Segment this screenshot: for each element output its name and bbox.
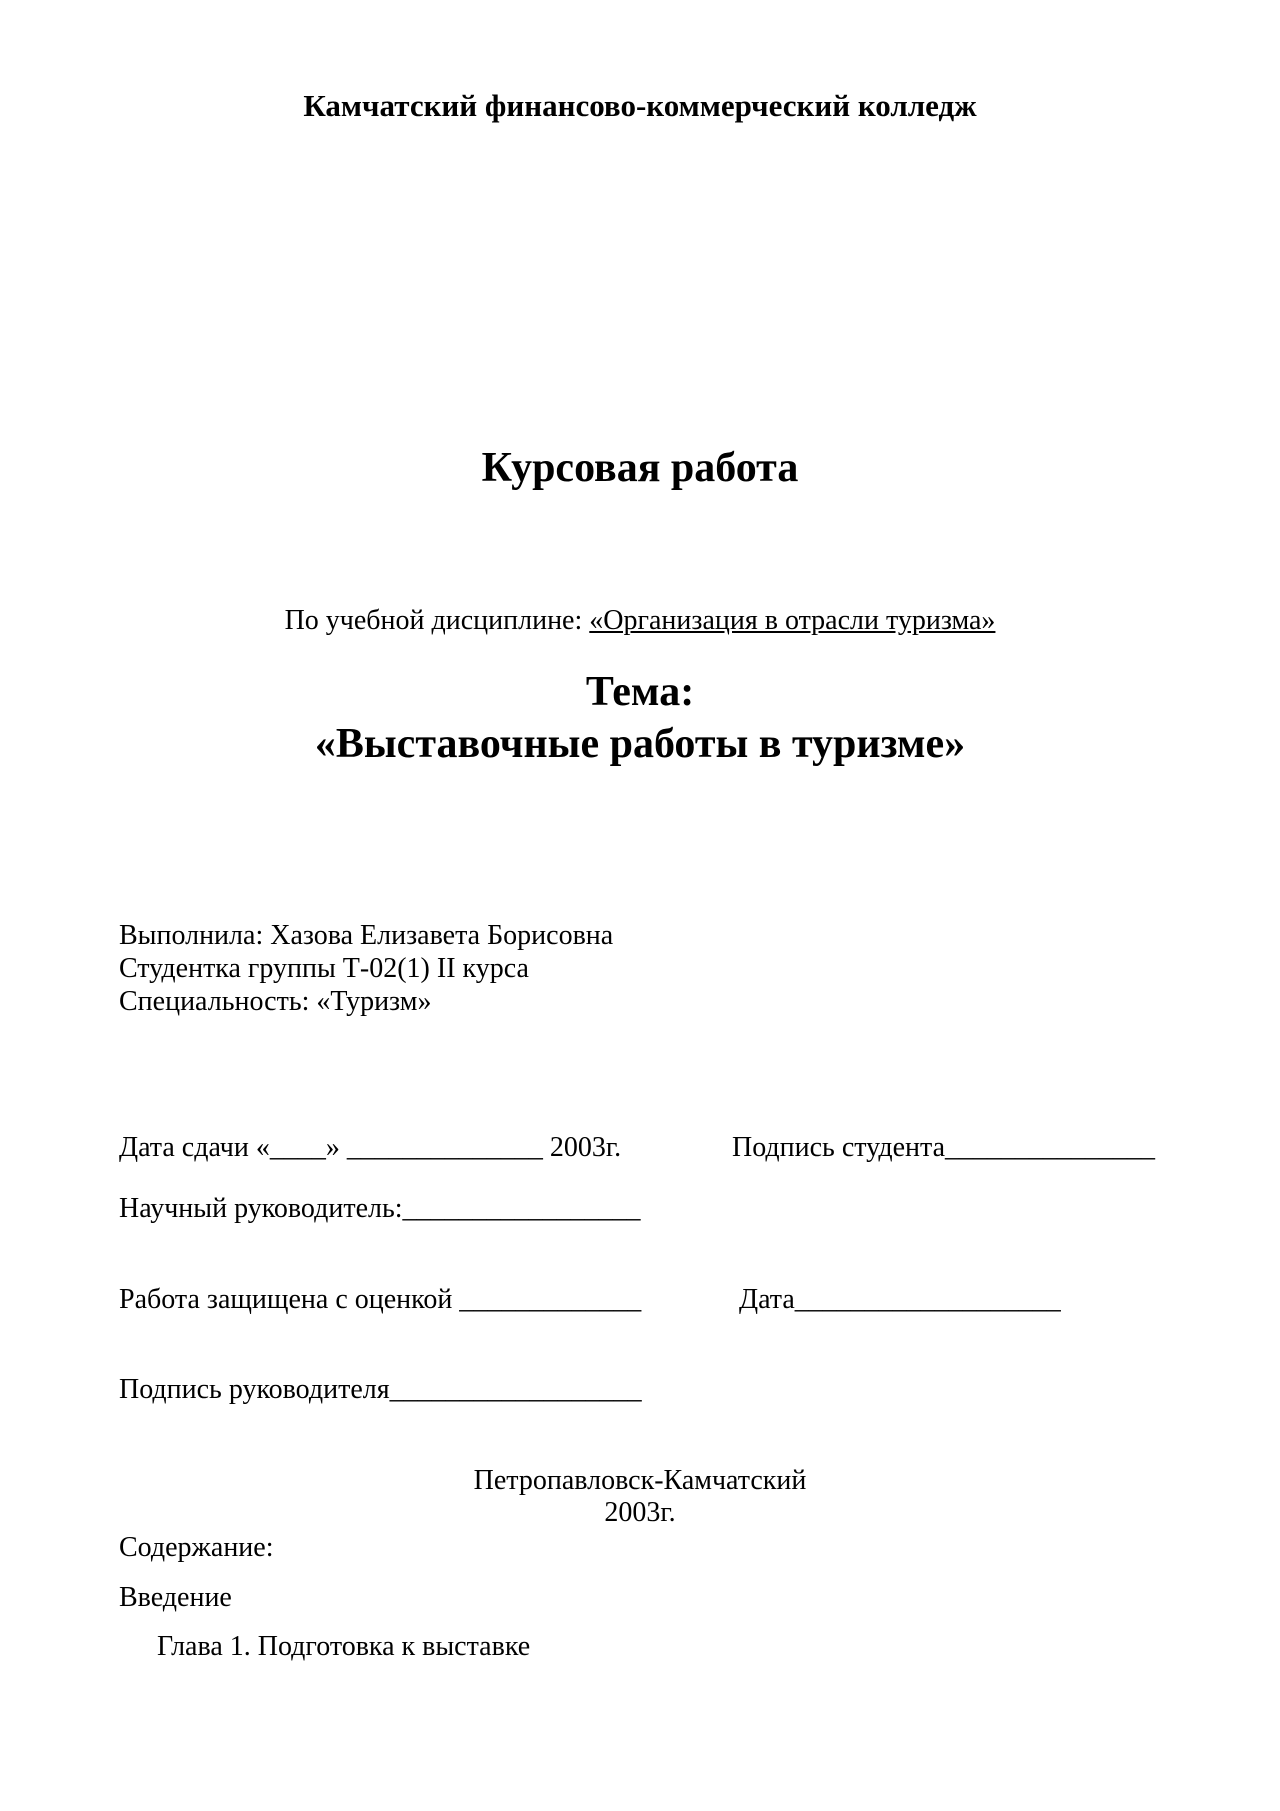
topic-title: «Выставочные работы в туризме» — [314, 721, 966, 767]
contents-heading: Содержание: — [119, 1532, 274, 1563]
college-name: Камчатский финансово-коммерческий колледж — [303, 88, 977, 123]
discipline-line — [0, 605, 1280, 637]
contents-item-intro: Введение — [119, 1582, 232, 1613]
discipline-label: По учебной дисциплине: — [284, 605, 590, 636]
advisor-signature-line: Подпись руководителя__________________ — [119, 1374, 642, 1405]
discipline-name: «Организация в отрасли туризма» — [589, 605, 996, 636]
defended-date-line: Дата___________________ — [739, 1284, 1061, 1315]
specialty-line: Специальность: «Туризм» — [119, 986, 432, 1017]
due-date-line: Дата сдачи «____» ______________ 2003г. — [119, 1132, 622, 1163]
group-line: Студентка группы Т-02(1) II курса — [119, 953, 529, 984]
year-line: 2003г. — [604, 1497, 676, 1528]
student-signature-line: Подпись студента_______________ — [732, 1132, 1156, 1163]
author-line: Выполнила: Хазова Елизавета Борисовна — [119, 920, 614, 951]
city-line: Петропавловск-Камчатский — [473, 1465, 807, 1496]
advisor-line: Научный руководитель:_________________ — [119, 1193, 641, 1224]
topic-label: Тема: — [585, 669, 695, 715]
contents-item-chapter-1: Глава 1. Подготовка к выставке — [157, 1631, 531, 1662]
document-type-title: Курсовая работа — [481, 445, 799, 491]
defended-grade-line: Работа защищена с оценкой _____________ — [119, 1284, 642, 1315]
